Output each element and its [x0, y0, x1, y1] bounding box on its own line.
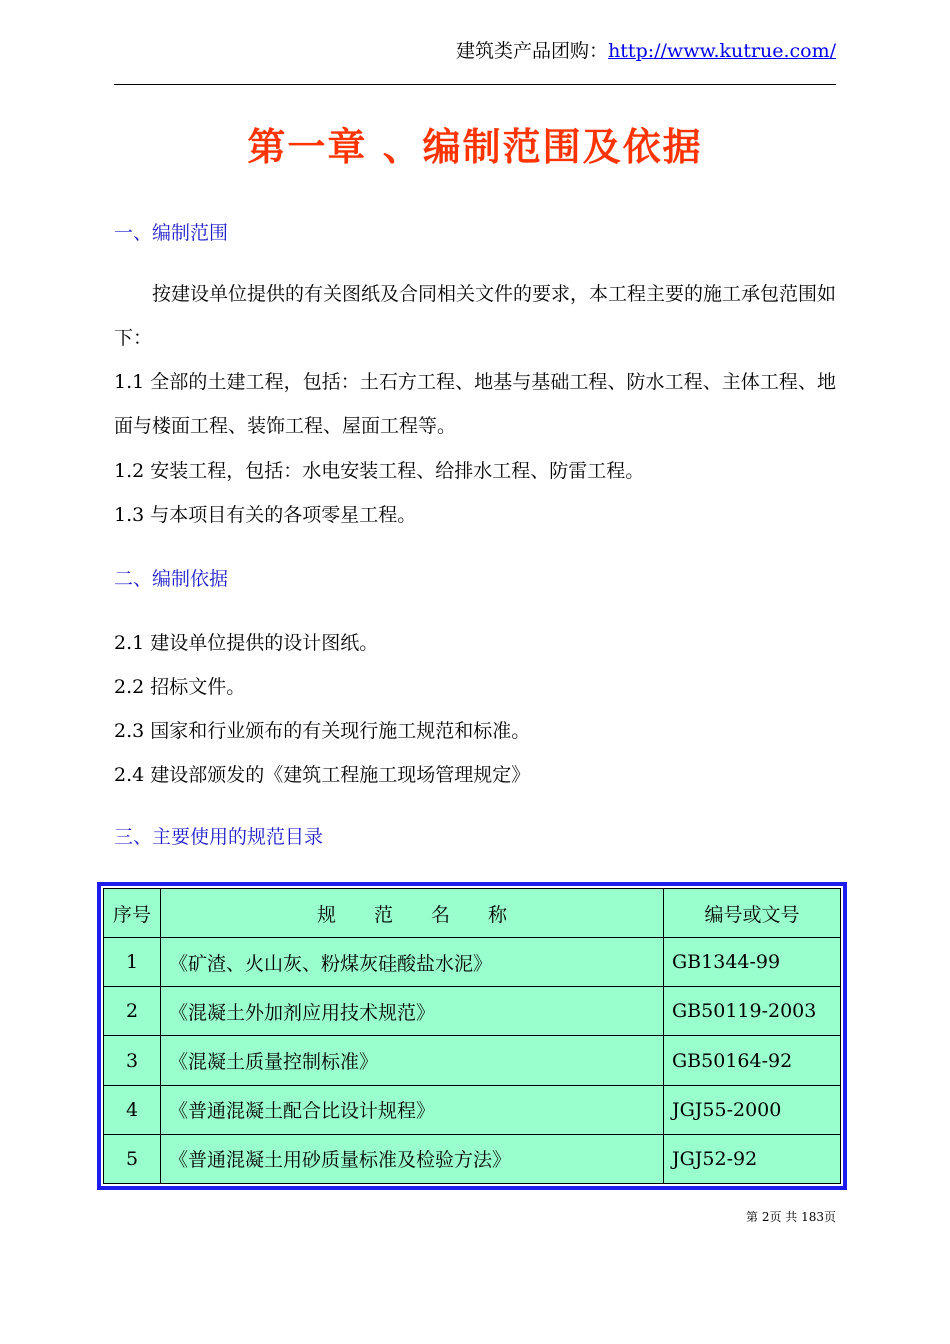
header-link[interactable]: http://www.kutrue.com/ [608, 40, 836, 62]
section2-item: 2.4 建设部颁发的《建筑工程施工现场管理规定》 [114, 764, 531, 786]
header-cell-index: 序号 [104, 889, 161, 938]
cell-code: GB50119-2003 [664, 987, 841, 1036]
section2-item: 2.1 建设单位提供的设计图纸。 [114, 632, 379, 654]
standards-table-frame [97, 882, 847, 1190]
section1-item: 1.2 安装工程，包括：水电安装工程、给排水工程、防雷工程。 [114, 460, 645, 482]
cell-index: 1 [104, 938, 161, 987]
header-cell-code: 编号或文号 [664, 889, 841, 938]
standards-table [103, 888, 841, 1184]
header-prefix: 建筑类产品团购： [456, 40, 609, 62]
cell-name: 《矿渣、火山灰、粉煤灰硅酸盐水泥》 [161, 938, 664, 987]
section1-item: 1.3 与本项目有关的各项零星工程。 [114, 504, 417, 526]
cell-name: 《混凝土外加剂应用技术规范》 [161, 987, 664, 1036]
cell-index: 5 [104, 1134, 161, 1183]
header-cell-name: 规 范 名 称 [161, 889, 664, 938]
section1-heading: 一、编制范围 [114, 222, 229, 244]
table-row [104, 1036, 841, 1085]
table-row [104, 1085, 841, 1134]
cell-code: JGJ52-92 [664, 1134, 841, 1183]
section2-item: 2.2 招标文件。 [114, 676, 246, 698]
page-footer: 第 2页 共 183页 [746, 1210, 836, 1224]
table-row [104, 1134, 841, 1183]
header-rule [114, 84, 836, 85]
cell-name: 《普通混凝土用砂质量标准及检验方法》 [161, 1134, 664, 1183]
cell-index: 2 [104, 987, 161, 1036]
cell-name: 《混凝土质量控制标准》 [161, 1036, 664, 1085]
section2-heading: 二、编制依据 [114, 568, 229, 590]
cell-code: GB50164-92 [664, 1036, 841, 1085]
table-row [104, 938, 841, 987]
section1-intro: 按建设单位提供的有关图纸及合同相关文件的要求，本工程主要的施工承包范围如下： [114, 283, 837, 349]
chapter-title: 第一章 、编制范围及依据 [247, 124, 703, 169]
cell-index: 3 [104, 1036, 161, 1085]
page-header [456, 36, 836, 63]
cell-code: JGJ55-2000 [664, 1085, 841, 1134]
table-row [104, 987, 841, 1036]
table-header-row [104, 889, 841, 938]
section1-item: 1.1 全部的土建工程，包括：土石方工程、地基与基础工程、防水工程、主体工程、地面与楼面工程、装饰工程、屋面工程等。 [114, 371, 836, 437]
section3-heading: 三、主要使用的规范目录 [114, 826, 324, 848]
cell-name: 《普通混凝土配合比设计规程》 [161, 1085, 664, 1134]
cell-code: GB1344-99 [664, 938, 841, 987]
section2-item: 2.3 国家和行业颁布的有关现行施工规范和标准。 [114, 720, 531, 742]
cell-index: 4 [104, 1085, 161, 1134]
